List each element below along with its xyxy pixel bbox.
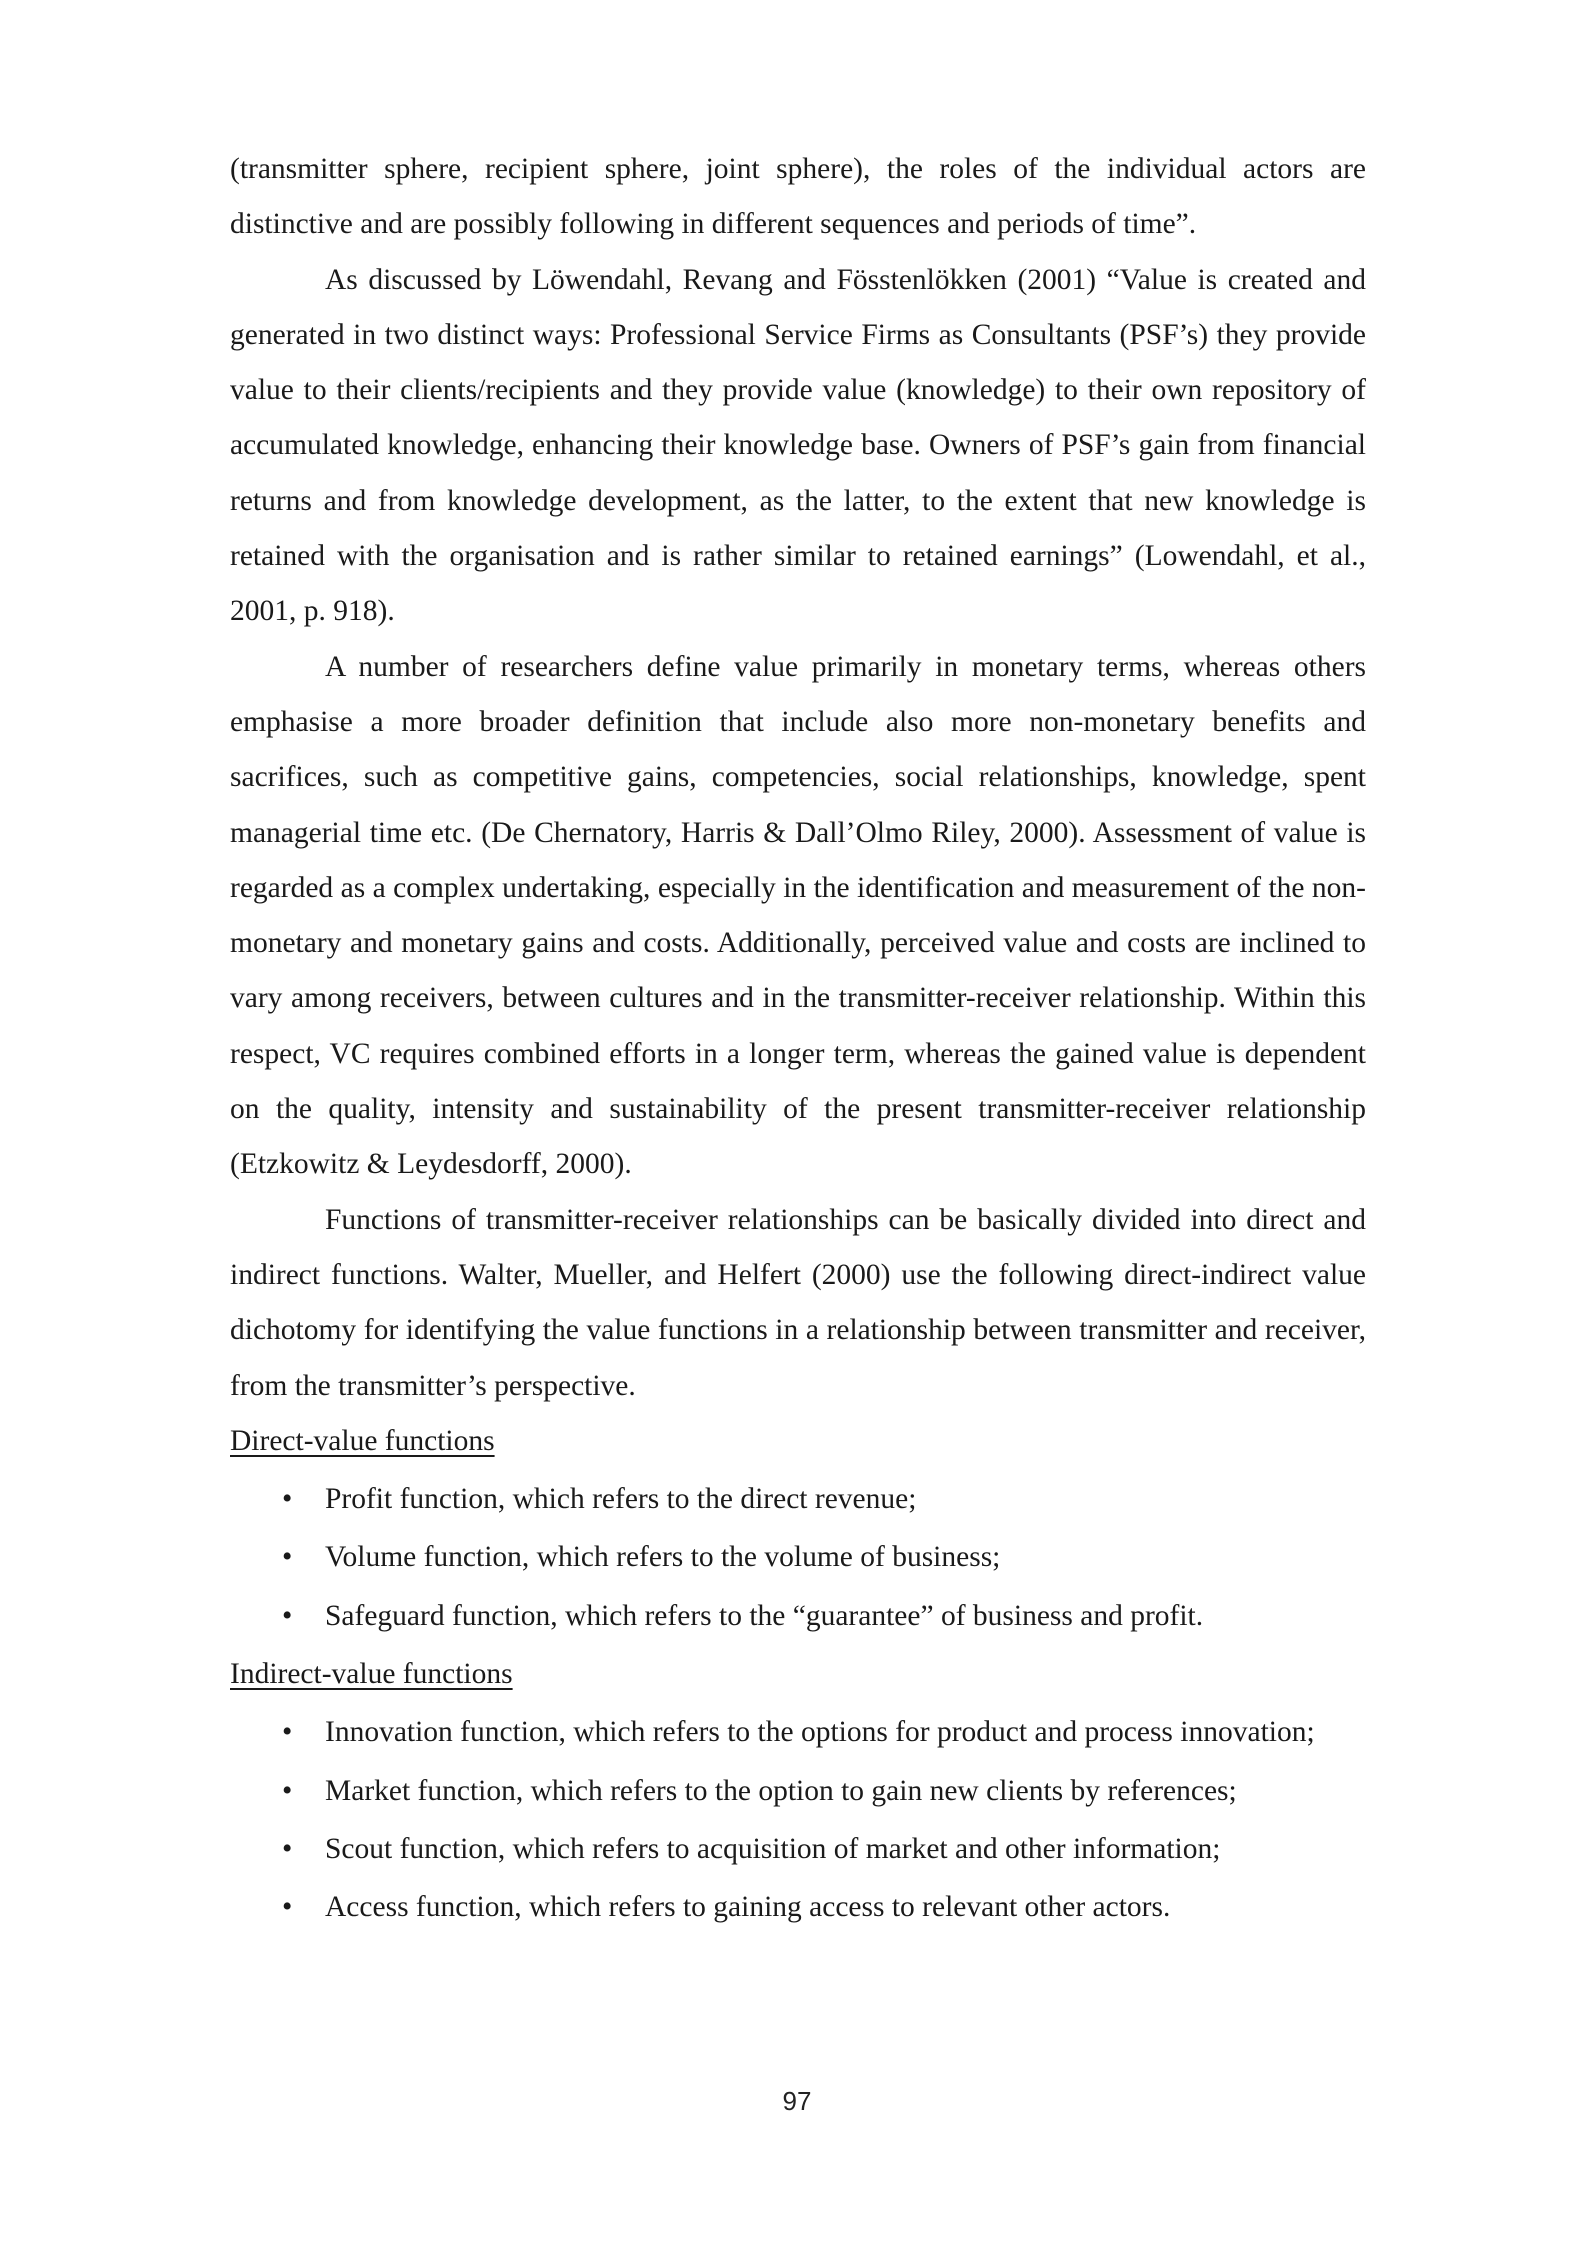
- paragraph-lowendahl: As discussed by Löwendahl, Revang and Fösstenlökken (2001) “Value is created and generated in two distinct ways: Professional Service Firms as Consultants (PSF’s) they provide value to their clients/recipients and they provide value (knowledge) to their own repository of accumulated knowledge, enhancing their knowledge base. Owners of PSF’s gain from financial returns and from knowledge development, as the latter, to the extent that new knowledge is retained with the organisation and is rather similar to retained earnings” (Lowendahl, et al., 2001, p. 918).: [230, 263, 1366, 628]
- bullet-icon: •: [282, 1541, 293, 1574]
- page-number: 97: [782, 2086, 812, 2116]
- bullet-icon: •: [282, 1774, 293, 1807]
- list-item: [230, 1880, 1366, 1935]
- direct-value-heading: Direct-value functions: [230, 1424, 495, 1457]
- list-item: [230, 1589, 1366, 1644]
- list-item: [230, 1764, 1366, 1819]
- bullet-icon: •: [282, 1716, 293, 1749]
- paragraph-continuation: (transmitter sphere, recipient sphere, joint sphere), the roles of the individual actors are distinctive and are possibly following in different sequences and periods of time”.: [230, 153, 1366, 241]
- body-text: [230, 142, 1366, 1939]
- bullet-icon: •: [282, 1832, 293, 1865]
- list-item-text: Profit function, which refers to the direct revenue;: [325, 1483, 917, 1516]
- list-item: [230, 1822, 1366, 1877]
- paragraph-value-definition: A number of researchers define value primarily in monetary terms, whereas others emphasise a more broader definition that include also more non-monetary benefits and sacrifices, such as competitive gains, competencies, social relationships, knowledge, spent managerial time etc. (De Chernatory, Harris & Dall’Olmo Riley, 2000). Assessment of value is regarded as a complex undertaking, especially in the identification and measurement of the non-monetary and monetary gains and costs. Additionally, perceived value and costs are inclined to vary among receivers, between cultures and in the transmitter-receiver relationship. Within this respect, VC requires combined efforts in a longer term, whereas the gained value is dependent on the quality, intensity and sustainability of the present transmitter-receiver relationship (Etzkowitz & Leydesdorff, 2000).: [230, 650, 1366, 1181]
- list-item: [230, 1705, 1366, 1760]
- indirect-value-heading: Indirect-value functions: [230, 1658, 513, 1691]
- direct-value-list: [230, 1472, 1366, 1644]
- list-item-text: Volume function, which refers to the volume of business;: [325, 1541, 1001, 1574]
- list-item-text: Access function, which refers to gaining access to relevant other actors.: [325, 1891, 1171, 1924]
- list-item: [230, 1472, 1366, 1527]
- paragraph-functions: Functions of transmitter-receiver relationships can be basically divided into direct and indirect functions. Walter, Mueller, and Helfert (2000) use the following direct-indirect value dichotomy for identifying the value functions in a relationship between transmitter and receiver, from the transmitter’s perspective.: [230, 1203, 1366, 1402]
- list-item: [230, 1530, 1366, 1585]
- list-item-text: Market function, which refers to the option to gain new clients by references;: [325, 1774, 1237, 1807]
- list-item-text: Innovation function, which refers to the options for product and process innovation;: [325, 1716, 1315, 1749]
- indirect-value-list: [230, 1705, 1366, 1935]
- list-item-text: Scout function, which refers to acquisition of market and other information;: [325, 1832, 1221, 1865]
- list-item-text: Safeguard function, which refers to the “guarantee” of business and profit.: [325, 1599, 1204, 1632]
- bullet-icon: •: [282, 1483, 293, 1516]
- bullet-icon: •: [282, 1891, 293, 1924]
- bullet-icon: •: [282, 1599, 293, 1632]
